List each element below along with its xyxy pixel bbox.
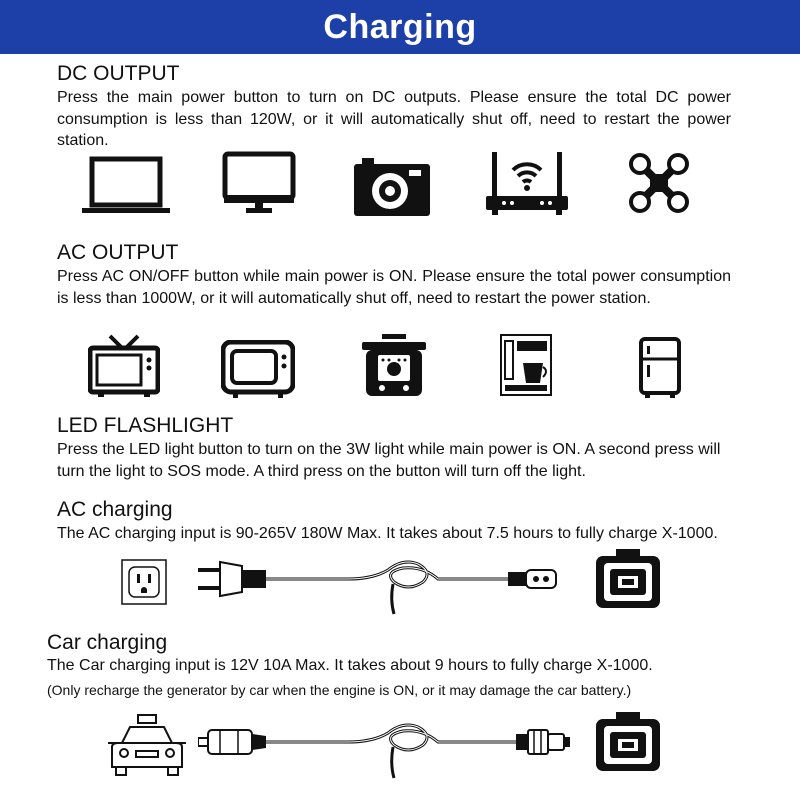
retro-tv-icon xyxy=(221,340,295,400)
wall-outlet-icon xyxy=(121,559,167,605)
dc-output-heading: DC OUTPUT xyxy=(57,62,180,85)
tv-icon xyxy=(88,334,160,398)
car-charging-note: (Only recharge the generator by car when the engine is ON, or it may damage the car battery.) xyxy=(47,682,632,698)
header-bar xyxy=(0,0,800,54)
refrigerator-icon xyxy=(639,337,681,399)
led-flashlight-text: Press the LED light button to turn on the 3W light while main power is ON. A second press will turn the light to SOS mode. A third press on the button will turn off the light. xyxy=(57,441,721,480)
coffee-maker-icon xyxy=(499,333,553,397)
car-charging-text: The Car charging input is 12V 10A Max. It takes about 9 hours to fully charge X-1000. xyxy=(47,657,653,674)
page-title: Charging xyxy=(323,7,477,46)
camera-icon xyxy=(354,158,430,216)
power-station-icon xyxy=(594,549,662,611)
ac-output-heading: AC OUTPUT xyxy=(57,241,179,264)
car-charging-heading: Car charging xyxy=(47,631,168,654)
ac-charging-text: The AC charging input is 90-265V 180W Max. It takes about 7.5 hours to fully charge X-1000. xyxy=(57,525,718,542)
ac-output-text: Press AC ON/OFF button while main power is ON. Please ensure the total power consumption is less than 1000W, or it will automatically shut off, need to restart the power station. xyxy=(57,268,731,307)
power-station-icon-car xyxy=(594,712,662,774)
drone-icon xyxy=(628,152,690,214)
car-icon xyxy=(108,713,186,779)
laptop-icon xyxy=(82,156,170,216)
led-flashlight-heading: LED FLASHLIGHT xyxy=(57,414,234,437)
dc-output-text: Press the main power button to turn on DC outputs. Please ensure the total DC power consumption is less than 120W, or it will automatically shut off, need to restart the power station. xyxy=(57,89,731,149)
ac-charging-heading: AC charging xyxy=(57,498,173,521)
ac-charging-cable-icon xyxy=(198,548,562,618)
pressure-cooker-icon xyxy=(362,334,426,398)
car-charging-cable-icon xyxy=(198,712,572,782)
router-icon xyxy=(486,152,568,216)
monitor-icon xyxy=(222,151,296,215)
